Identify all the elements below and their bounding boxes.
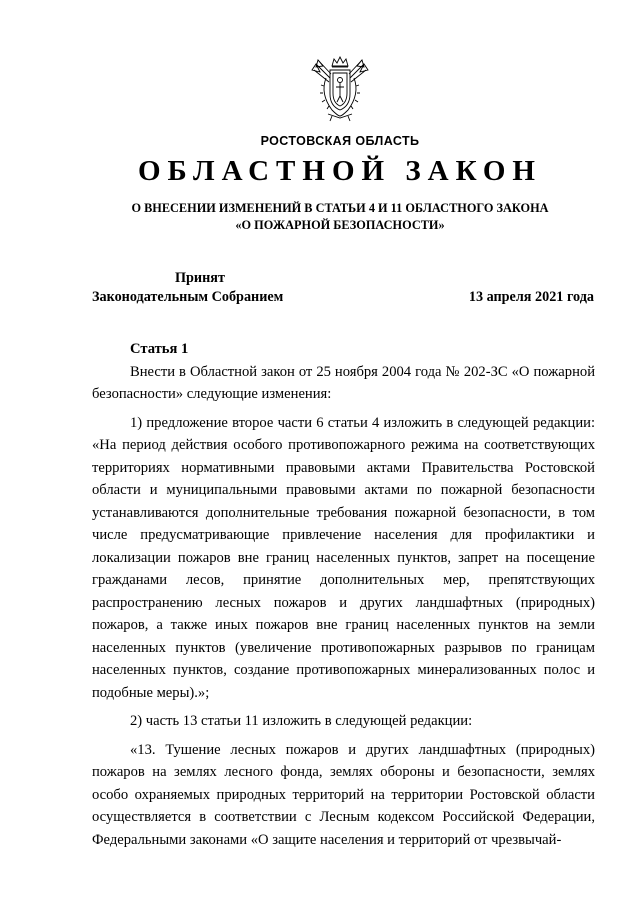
region-name: РОСТОВСКАЯ ОБЛАСТЬ [260, 134, 420, 148]
law-subtitle-line1: О ВНЕСЕНИИ ИЗМЕНЕНИЙ В СТАТЬИ 4 И 11 ОБЛАСТНОГО ЗАКОНА [131, 201, 549, 215]
article-heading: Статья 1 [130, 341, 189, 357]
article-item-1: 1) предложение второе части 6 статьи 4 изложить в следующей редакции: «На период действия особого противопожарного режима на соответствующих территориях нормативными правовыми актами Правительства Ростовской области и муниципальными правовыми актами по пожарной безопасности устанавливаются дополнительные требования пожарной безопасности, в том числе предусматривающие привлечение населения для профилактики и локализации пожаров вне границ населенных пунктов, запрет на посещение гражданами лесов, принятие дополнительных мер, препятствующих распространению лесных пожаров и других ландшафтных (природных) пожаров, а также иных пожаров вне границ населенных пунктов на земли населенных пунктов (увеличение противопожарных разрывов по границам населенных пунктов, создание противопожарных минерализованных полос и подобные меры).»; [92, 414, 595, 701]
article-intro: Внести в Областной закон от 25 ноября 2004 года № 202-ЗС «О пожарной безопасности» следующие изменения: [92, 363, 595, 402]
adoption-date: 13 апреля 2021 года [468, 289, 594, 305]
law-subtitle-line2: «О ПОЖАРНОЙ БЕЗОПАСНОСТИ» [235, 218, 445, 232]
rostov-oblast-coat-of-arms-icon [310, 56, 370, 122]
article-body [92, 338, 595, 857]
adoption-block [92, 269, 612, 307]
adoption-body: Законодательным Собранием [92, 289, 284, 305]
law-title: ОБЛАСТНОЙ ЗАКОН [138, 155, 542, 187]
article-item-3: «13. Тушение лесных пожаров и других ландшафтных (природных) пожаров на землях лесного фонда, землях обороны и безопасности, землях особо охраняемых природных территорий на территории Ростовской области осуществляется в соответствии с Лесным кодексом Российской Федерации, Федеральными законами «О защите населения и территорий от чрезвычай- [92, 741, 595, 848]
article-item-2: 2) часть 13 статьи 11 изложить в следующей редакции: [130, 713, 473, 729]
law-subtitle [0, 200, 640, 234]
adoption-label: Принят [175, 270, 225, 286]
